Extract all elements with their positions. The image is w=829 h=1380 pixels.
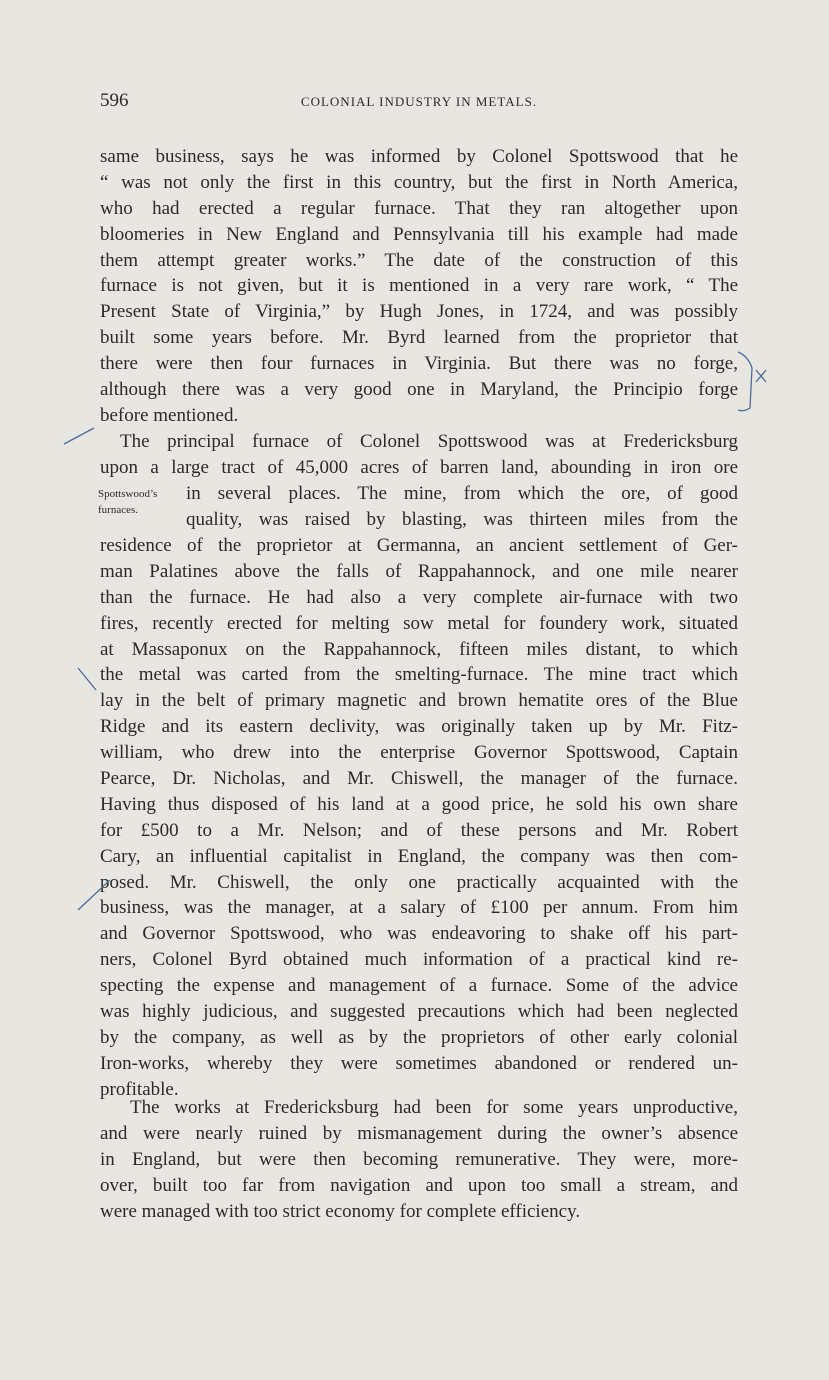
text-line: by the company, as well as by the proprietors of other early colonial bbox=[100, 1026, 738, 1048]
text-line: were managed with too strict economy for complete efficiency. bbox=[100, 1200, 581, 1222]
text-line: Present State of Virginia,” by Hugh Jones, in 1724, and was possibly bbox=[100, 301, 738, 323]
paragraph-3 bbox=[100, 1095, 738, 1224]
text-line: business, was the manager, at a salary of £100 per annum. From him bbox=[100, 897, 738, 919]
pencil-slash-mark bbox=[60, 424, 100, 448]
text-line: bloomeries in New England and Pennsylvania till his example had made bbox=[100, 223, 738, 245]
paragraph-2-top bbox=[100, 429, 738, 481]
text-line: before mentioned. bbox=[100, 404, 239, 426]
text-line: The works at Fredericksburg had been for some years unproductive, bbox=[130, 1097, 738, 1118]
text-line: built some years before. Mr. Byrd learned from the proprietor that bbox=[100, 327, 738, 349]
margin-note-line: Spottswood’s bbox=[98, 488, 158, 500]
page-number: 596 bbox=[100, 90, 129, 111]
text-line: there were then four furnaces in Virginia. But there was no forge, bbox=[100, 353, 738, 375]
text-line: william, who drew into the enterprise Governor Spottswood, Captain bbox=[100, 742, 738, 764]
text-line: ners, Colonel Byrd obtained much information of a practical kind re- bbox=[100, 949, 738, 971]
text-line: who had erected a regular furnace. That they ran altogether upon bbox=[100, 197, 738, 219]
text-line: same business, says he was informed by Colonel Spottswood that he bbox=[100, 146, 738, 167]
text-line: quality, was raised by blasting, was thirteen miles from the bbox=[186, 508, 738, 530]
text-line: over, built too far from navigation and upon too small a stream, and bbox=[100, 1174, 738, 1196]
text-line: at Massaponux on the Rappahannock, fifteen miles distant, to which bbox=[100, 638, 738, 660]
text-line: “ was not only the first in this country, but the first in North America, bbox=[100, 171, 738, 193]
text-line: than the furnace. He had also a very complete air-furnace with two bbox=[100, 586, 738, 608]
text-line: in several places. The mine, from which the ore, of good bbox=[186, 483, 738, 504]
margin-note bbox=[98, 486, 157, 518]
text-line: and were nearly ruined by mismanagement during the owner’s absence bbox=[100, 1122, 738, 1144]
page-header bbox=[100, 90, 738, 116]
text-line: and Governor Spottswood, who was endeavoring to shake off his part- bbox=[100, 923, 738, 945]
text-line: Cary, an influential capitalist in England, the company was then com- bbox=[100, 845, 738, 867]
text-line: upon a large tract of 45,000 acres of barren land, abounding in iron ore bbox=[100, 456, 738, 478]
text-line: furnace is not given, but it is mentioned in a very rare work, “ The bbox=[100, 275, 738, 297]
text-line: was highly judicious, and suggested precautions which had been neglected bbox=[100, 1001, 738, 1023]
running-title: COLONIAL INDUSTRY IN METALS. bbox=[300, 94, 538, 109]
text-line: posed. Mr. Chiswell, the only one practically acquainted with the bbox=[100, 871, 738, 893]
margin-note-line: furnaces. bbox=[98, 504, 139, 516]
text-line: residence of the proprietor at Germanna, an ancient settlement of Ger- bbox=[100, 535, 738, 556]
text-line: Ridge and its eastern declivity, was originally taken up by Mr. Fitz- bbox=[100, 716, 738, 738]
text-line: The principal furnace of Colonel Spottswood was at Fredericksburg bbox=[120, 431, 738, 452]
text-line: for £500 to a Mr. Nelson; and of these persons and Mr. Robert bbox=[100, 819, 738, 841]
text-line: the metal was carted from the smelting-furnace. The mine tract which bbox=[100, 664, 738, 686]
pencil-check-mark bbox=[74, 664, 104, 694]
text-line: in England, but were then becoming remunerative. They were, more- bbox=[100, 1148, 738, 1170]
text-line: Having thus disposed of his land at a good price, he sold his own share bbox=[100, 793, 738, 815]
pencil-slash-mark bbox=[74, 876, 114, 916]
text-line: although there was a very good one in Maryland, the Principio forge bbox=[100, 379, 738, 401]
text-line: profitable. bbox=[100, 1078, 179, 1100]
text-line: fires, recently erected for melting sow metal for foundery work, situated bbox=[100, 612, 738, 634]
paragraph-1 bbox=[100, 144, 738, 429]
text-line: Iron-works, whereby they were sometimes abandoned or rendered un- bbox=[100, 1052, 738, 1074]
text-line: man Palatines above the falls of Rappahannock, and one mile nearer bbox=[100, 560, 738, 582]
text-line: lay in the belt of primary magnetic and brown hematite ores of the Blue bbox=[100, 690, 738, 712]
text-line: Pearce, Dr. Nicholas, and Mr. Chiswell, the manager of the furnace. bbox=[100, 768, 738, 790]
paragraph-2-rest bbox=[100, 533, 738, 1103]
pencil-bracket-mark bbox=[730, 348, 770, 418]
text-line: them attempt greater works.” The date of the construction of this bbox=[100, 249, 738, 271]
paragraph-2-side bbox=[186, 481, 738, 533]
text-line: specting the expense and management of a furnace. Some of the advice bbox=[100, 975, 738, 997]
